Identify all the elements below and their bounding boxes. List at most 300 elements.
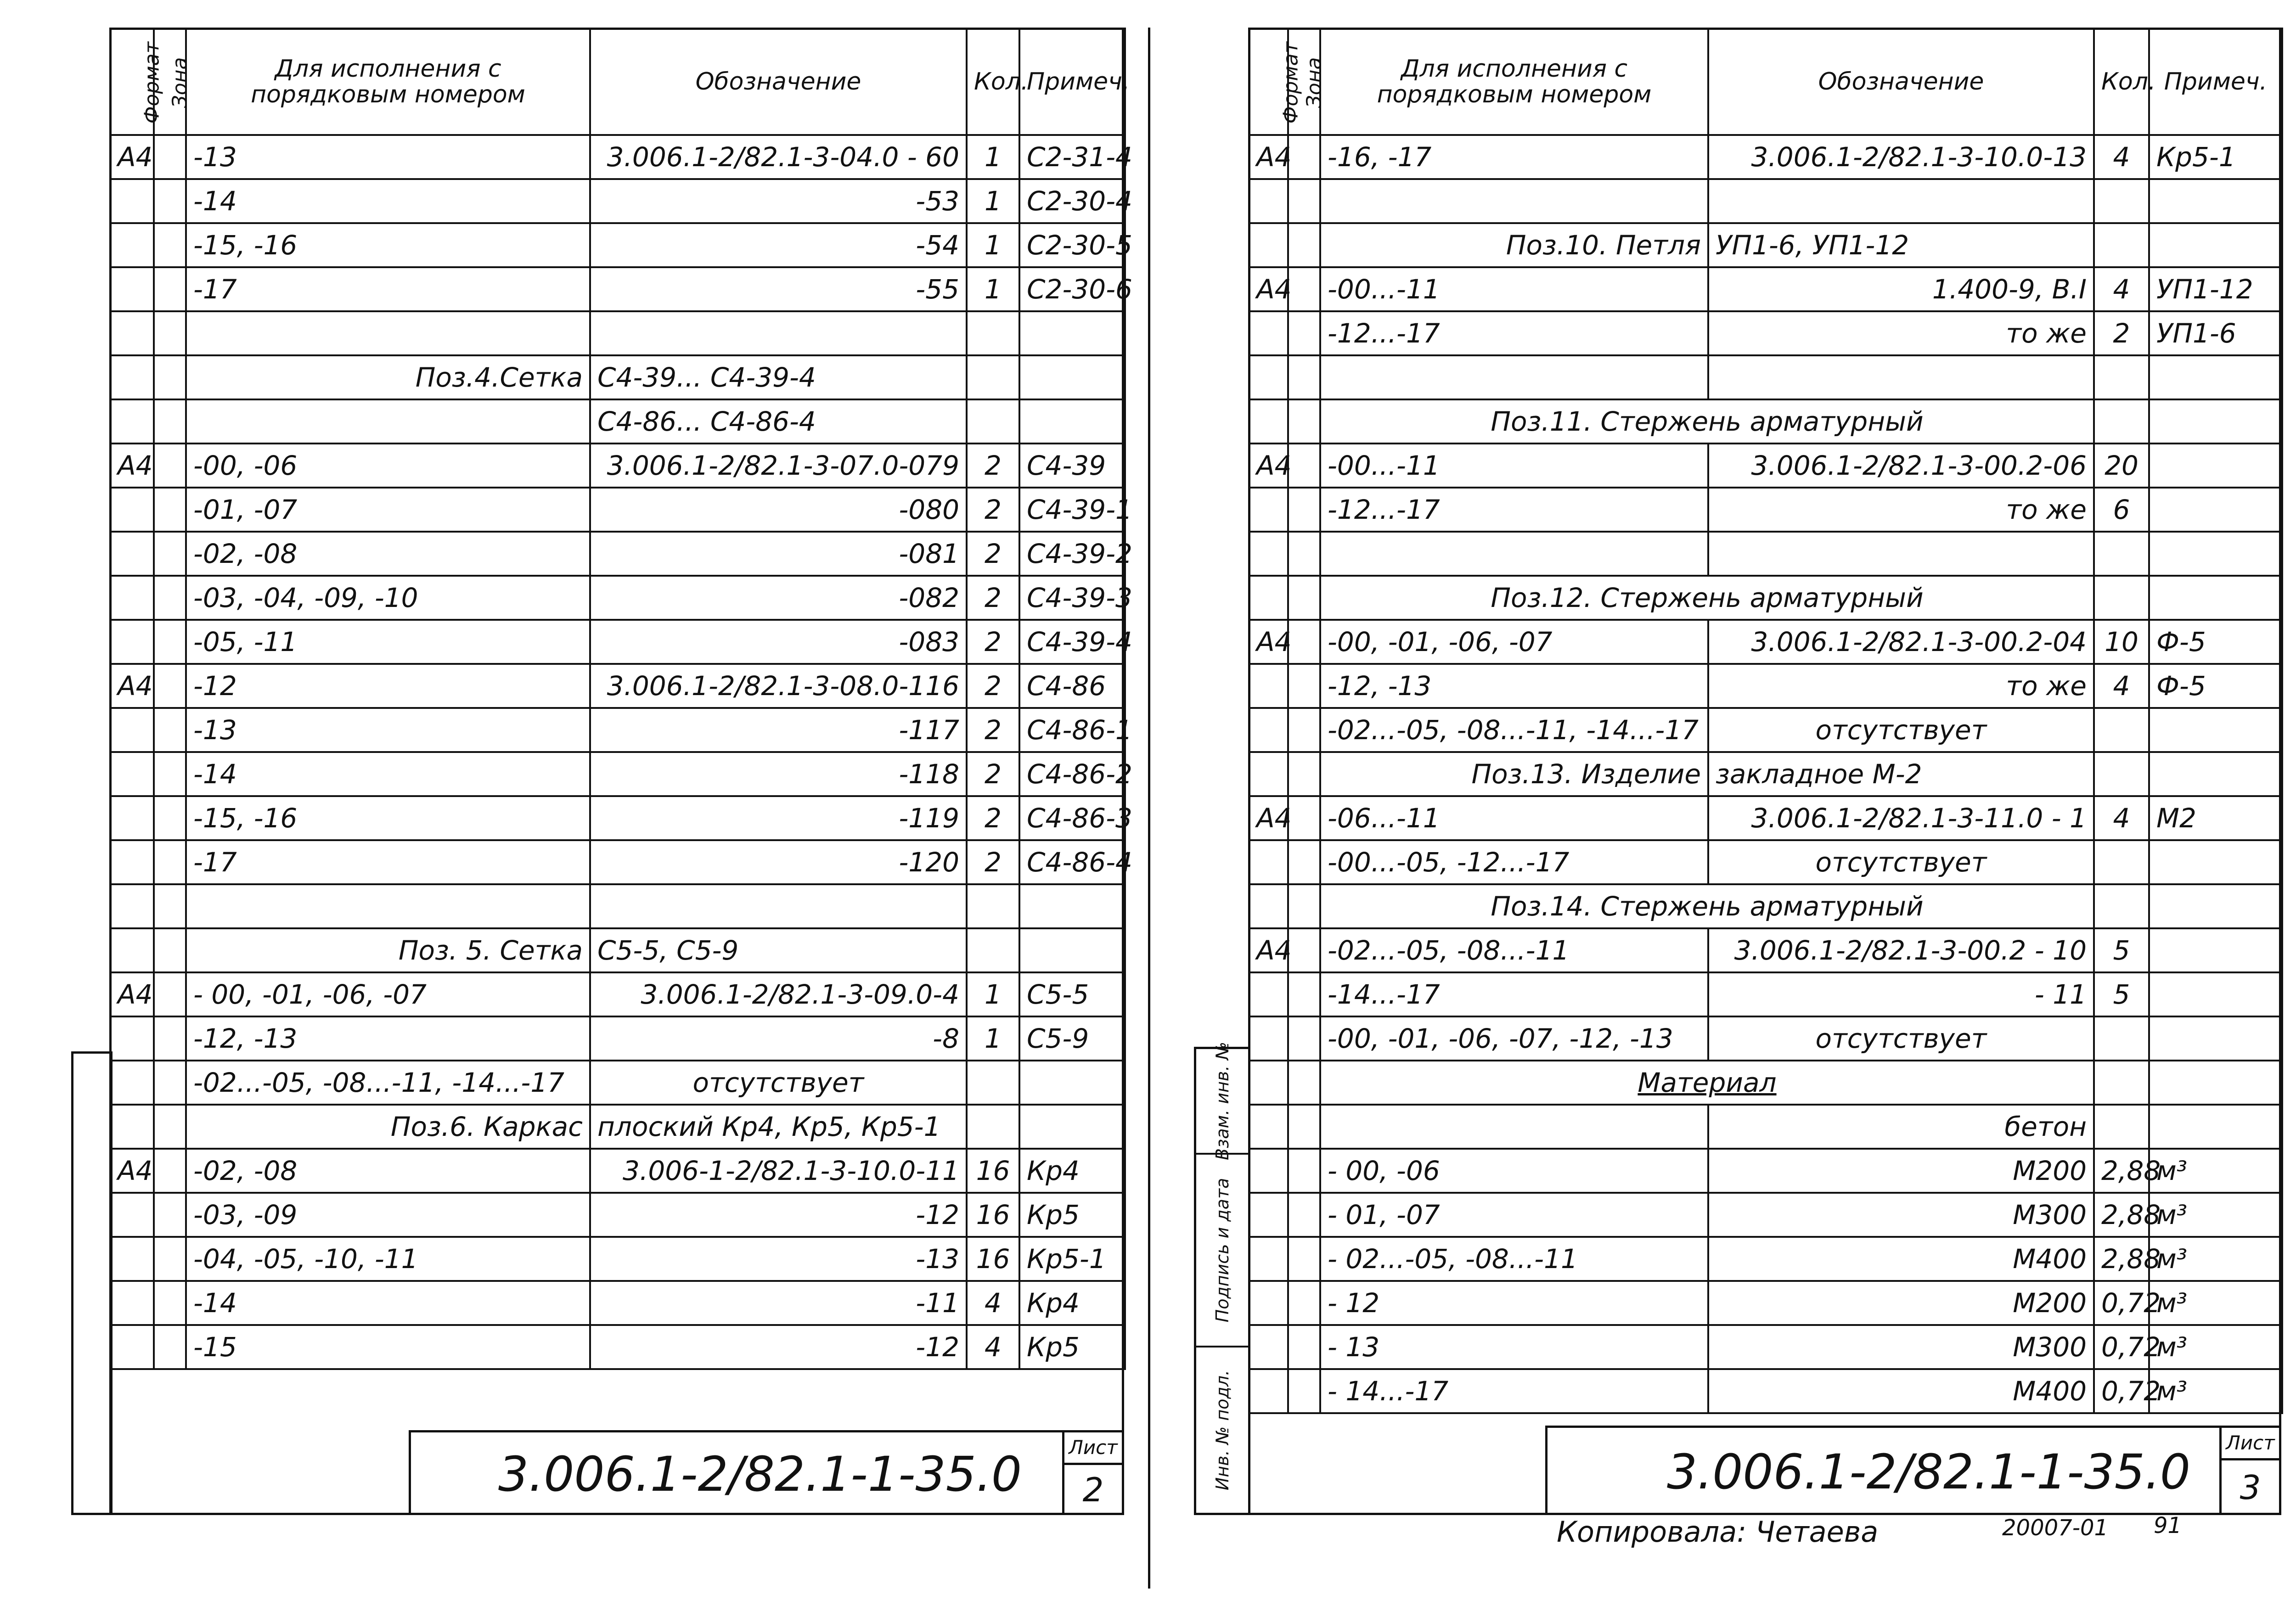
execution-cell: -00...-05, -12...-17: [1320, 840, 1708, 884]
execution-cell: -12, -13: [186, 1016, 590, 1061]
side-cell-replacement: Взам. инв. №: [1196, 1049, 1248, 1155]
execution-cell: -00, -01, -06, -07, -12, -13: [1320, 1016, 1708, 1061]
format-cell: [1249, 399, 1288, 444]
note-cell: [2149, 1105, 2282, 1149]
section-title: Поз.4.Сетка: [186, 355, 590, 399]
designation-cell: -11: [590, 1281, 967, 1325]
note-cell: С5-9: [1019, 1016, 1125, 1061]
note-cell: Ф-5: [2149, 620, 2282, 664]
left-sheet-number: 2: [1062, 1463, 1122, 1515]
note-cell: С4-86: [1019, 664, 1125, 708]
execution-header: Для исполнения с порядковым номером: [186, 28, 590, 135]
execution-cell: - 12: [1320, 1281, 1708, 1325]
left-title-block: [409, 1430, 1124, 1515]
right-side-strip: [1194, 1041, 1250, 1515]
spec-row: [110, 972, 1125, 1016]
format-cell: А4: [1249, 267, 1288, 311]
zone-header: Зона: [154, 28, 186, 135]
zone-cell: [154, 1193, 186, 1237]
blank-cell: [1249, 179, 1288, 223]
format-cell: [110, 1237, 154, 1281]
designation-cell: -083: [590, 620, 967, 664]
qty-cell: 2: [967, 576, 1019, 620]
spec-row: [1249, 355, 2282, 399]
spec-row: [110, 708, 1125, 752]
format-cell: А4: [1249, 620, 1288, 664]
zone-cell: [1288, 311, 1320, 355]
section-designation: С4-86... С4-86-4: [590, 399, 967, 444]
zone-cell: [154, 796, 186, 840]
execution-cell: -14: [186, 179, 590, 223]
format-cell: А4: [110, 972, 154, 1016]
spec-row: [1249, 576, 2282, 620]
spec-row: [1249, 135, 2282, 179]
execution-cell: -13: [186, 135, 590, 179]
note-cell: С4-86-4: [1019, 840, 1125, 884]
format-cell: [110, 1281, 154, 1325]
designation-cell: -53: [590, 179, 967, 223]
blank-cell: [2094, 179, 2149, 223]
note-cell: [2149, 444, 2282, 488]
blank-cell: [186, 884, 590, 928]
note-cell: [1019, 1105, 1125, 1149]
qty-cell: 2,88: [2094, 1149, 2149, 1193]
spec-row: [110, 576, 1125, 620]
spec-row: [110, 223, 1125, 267]
blank-cell: [2149, 532, 2282, 576]
spec-row: [110, 444, 1125, 488]
spec-row: [110, 532, 1125, 576]
sheet-divider: [1148, 28, 1150, 1589]
note-cell: Кр5: [1019, 1193, 1125, 1237]
spec-row: [110, 488, 1125, 532]
note-cell: м³: [2149, 1325, 2282, 1369]
format-header: Формат: [110, 28, 154, 135]
zone-cell: [1288, 840, 1320, 884]
spec-row: [1249, 620, 2282, 664]
spec-row: [1249, 488, 2282, 532]
qty-cell: 1: [967, 223, 1019, 267]
format-cell: [110, 928, 154, 972]
section-title: Поз.6. Каркас: [186, 1105, 590, 1149]
zone-cell: [1288, 1369, 1320, 1413]
zone-cell: [154, 355, 186, 399]
qty-cell: 2: [967, 708, 1019, 752]
format-cell: [1249, 1193, 1288, 1237]
zone-cell: [154, 1149, 186, 1193]
note-cell: [2149, 884, 2282, 928]
format-cell: [1249, 1369, 1288, 1413]
qty-cell: 10: [2094, 620, 2149, 664]
format-cell: [110, 576, 154, 620]
note-cell: [1019, 399, 1125, 444]
note-cell: м³: [2149, 1237, 2282, 1281]
format-cell: [1249, 1016, 1288, 1061]
zone-cell: [1288, 223, 1320, 267]
section-designation: закладное М-2: [1708, 752, 2094, 796]
designation-cell: 1.400-9, В.I: [1708, 267, 2094, 311]
note-cell: С4-86-3: [1019, 796, 1125, 840]
execution-cell: -02...-05, -08...-11: [1320, 928, 1708, 972]
format-cell: [1249, 1325, 1288, 1369]
execution-cell: -06...-11: [1320, 796, 1708, 840]
zone-cell: [154, 840, 186, 884]
qty-cell: [2094, 840, 2149, 884]
format-cell: А4: [1249, 444, 1288, 488]
blank-cell: [2094, 355, 2149, 399]
qty-cell: 1: [967, 1016, 1019, 1061]
execution-cell: - 00, -01, -06, -07: [186, 972, 590, 1016]
zone-cell: [154, 1016, 186, 1061]
format-cell: [1249, 664, 1288, 708]
section-designation: С4-39... С4-39-4: [590, 355, 967, 399]
spec-row: [110, 884, 1125, 928]
note-cell: Кр5: [1019, 1325, 1125, 1369]
blank-cell: [1249, 355, 1288, 399]
format-cell: [110, 840, 154, 884]
note-cell: [2149, 752, 2282, 796]
spec-row: [110, 1325, 1125, 1369]
note-cell: [2149, 399, 2282, 444]
qty-cell: 5: [2094, 928, 2149, 972]
spec-row: [110, 840, 1125, 884]
qty-cell: [967, 1061, 1019, 1105]
blank-cell: [1288, 355, 1320, 399]
qty-cell: 6: [2094, 488, 2149, 532]
designation-cell: -118: [590, 752, 967, 796]
qty-cell: [2094, 752, 2149, 796]
note-cell: С4-39-3: [1019, 576, 1125, 620]
spec-row: [1249, 752, 2282, 796]
blank-cell: [110, 884, 154, 928]
qty-cell: [2094, 223, 2149, 267]
format-cell: [1249, 1281, 1288, 1325]
execution-cell: -02, -08: [186, 532, 590, 576]
blank-cell: [2094, 532, 2149, 576]
execution-cell: - 00, -06: [1320, 1149, 1708, 1193]
format-cell: [110, 223, 154, 267]
note-cell: [2149, 1016, 2282, 1061]
spec-row: [1249, 1281, 2282, 1325]
format-cell: [1249, 708, 1288, 752]
zone-cell: [154, 1061, 186, 1105]
format-cell: [1249, 972, 1288, 1016]
blank-cell: [1708, 355, 2094, 399]
designation-cell: то же: [1708, 664, 2094, 708]
execution-cell: -13: [186, 708, 590, 752]
execution-cell: -15, -16: [186, 796, 590, 840]
format-cell: [110, 267, 154, 311]
spec-row: [1249, 399, 2282, 444]
absent-label: отсутствует: [1708, 840, 2094, 884]
absent-label: отсутствует: [1708, 1016, 2094, 1061]
zone-cell: [1288, 135, 1320, 179]
spec-row: [1249, 1016, 2282, 1061]
execution-cell: - 01, -07: [1320, 1193, 1708, 1237]
designation-cell: -081: [590, 532, 967, 576]
note-cell: Кр5-1: [1019, 1237, 1125, 1281]
spec-row: [110, 311, 1125, 355]
qty-cell: 16: [967, 1237, 1019, 1281]
right-title-block: [1545, 1426, 2281, 1515]
note-cell: [1019, 1061, 1125, 1105]
right-sheet-label: Лист: [2219, 1428, 2279, 1460]
blank-cell: [154, 884, 186, 928]
blank-cell: [1288, 532, 1320, 576]
format-header: Формат: [1249, 28, 1288, 135]
spec-row: [1249, 532, 2282, 576]
note-cell: Ф-5: [2149, 664, 2282, 708]
blank-cell: [967, 884, 1019, 928]
execution-cell: -17: [186, 840, 590, 884]
format-cell: [110, 1016, 154, 1061]
zone-cell: [1288, 884, 1320, 928]
designation-cell: 3.006.1-2/82.1-3-00.2 - 10: [1708, 928, 2094, 972]
page-number: 91: [2154, 1513, 2182, 1538]
note-cell: [2149, 1061, 2282, 1105]
format-cell: А4: [110, 444, 154, 488]
qty-cell: 2: [967, 488, 1019, 532]
zone-cell: [1288, 444, 1320, 488]
designation-cell: -117: [590, 708, 967, 752]
zone-cell: [1288, 664, 1320, 708]
execution-cell: -12, -13: [1320, 664, 1708, 708]
spec-row: [1249, 223, 2282, 267]
note-cell: [2149, 708, 2282, 752]
blank-cell: [154, 311, 186, 355]
spec-row: [110, 135, 1125, 179]
format-cell: [110, 1193, 154, 1237]
spec-row: [110, 1237, 1125, 1281]
note-cell: С5-5: [1019, 972, 1125, 1016]
qty-cell: 2,88: [2094, 1193, 2149, 1237]
qty-cell: [967, 928, 1019, 972]
designation-cell: М300: [1708, 1193, 2094, 1237]
left-sheet-label: Лист: [1062, 1432, 1122, 1465]
note-cell: С2-30-5: [1019, 223, 1125, 267]
spec-row: [110, 1193, 1125, 1237]
spec-row: [110, 267, 1125, 311]
zone-cell: [154, 576, 186, 620]
execution-cell: -12...-17: [1320, 311, 1708, 355]
designation-cell: -13: [590, 1237, 967, 1281]
format-cell: [1249, 223, 1288, 267]
spec-row: [110, 399, 1125, 444]
designation-cell: 3.006.1-2/82.1-3-07.0-079: [590, 444, 967, 488]
execution-cell: -15, -16: [186, 223, 590, 267]
absent-label: отсутствует: [590, 1061, 967, 1105]
execution-cell: -14: [186, 752, 590, 796]
qty-cell: 1: [967, 972, 1019, 1016]
section-title: Поз. 5. Сетка: [186, 928, 590, 972]
note-cell: м³: [2149, 1149, 2282, 1193]
qty-cell: 2: [2094, 311, 2149, 355]
zone-cell: [154, 972, 186, 1016]
spec-row: [1249, 1149, 2282, 1193]
zone-cell: [1288, 1105, 1320, 1149]
right-doc-code: 3.006.1-2/82.1-1-35.0: [1667, 1444, 2191, 1500]
qty-cell: [967, 355, 1019, 399]
spec-row: [1249, 444, 2282, 488]
execution-cell: -04, -05, -10, -11: [186, 1237, 590, 1281]
section-title: Материал: [1320, 1061, 2094, 1105]
blank-cell: [1708, 532, 2094, 576]
designation-cell: -8: [590, 1016, 967, 1061]
format-cell: [110, 752, 154, 796]
format-cell: [1249, 752, 1288, 796]
execution-cell: -00...-11: [1320, 267, 1708, 311]
execution-cell: -02...-05, -08...-11, -14...-17: [186, 1061, 590, 1105]
designation-cell: -54: [590, 223, 967, 267]
qty-cell: 1: [967, 267, 1019, 311]
format-cell: А4: [110, 135, 154, 179]
designation-cell: 3.006.1-2/82.1-3-04.0 - 60: [590, 135, 967, 179]
spec-row: [110, 179, 1125, 223]
execution-cell: [1320, 1105, 1708, 1149]
execution-cell: - 13: [1320, 1325, 1708, 1369]
format-cell: [1249, 1149, 1288, 1193]
blank-cell: [1249, 532, 1288, 576]
blank-cell: [1019, 884, 1125, 928]
qty-cell: [2094, 884, 2149, 928]
spec-row: [110, 355, 1125, 399]
section-designation: С5-5, С5-9: [590, 928, 967, 972]
qty-cell: 4: [2094, 267, 2149, 311]
qty-cell: 16: [967, 1193, 1019, 1237]
note-cell: С4-86-2: [1019, 752, 1125, 796]
note-cell: УП1-6: [2149, 311, 2282, 355]
zone-header: Зона: [1288, 28, 1320, 135]
zone-cell: [1288, 928, 1320, 972]
qty-cell: 2: [967, 664, 1019, 708]
left-spec-table: [109, 28, 1132, 1370]
note-cell: [1019, 928, 1125, 972]
note-header: Примеч.: [2149, 28, 2282, 135]
spec-row: [110, 1149, 1125, 1193]
order-number: 20007-01: [2002, 1515, 2109, 1541]
blank-cell: [1320, 179, 1708, 223]
designation-cell: М300: [1708, 1325, 2094, 1369]
note-cell: УП1-12: [2149, 267, 2282, 311]
qty-cell: 2: [967, 532, 1019, 576]
format-cell: [110, 620, 154, 664]
spec-row: [110, 796, 1125, 840]
spec-row: [1249, 1325, 2282, 1369]
execution-cell: -16, -17: [1320, 135, 1708, 179]
qty-cell: [2094, 708, 2149, 752]
format-cell: А4: [1249, 928, 1288, 972]
zone-cell: [1288, 708, 1320, 752]
qty-cell: 0,72: [2094, 1369, 2149, 1413]
spec-row: [1249, 884, 2282, 928]
note-cell: [2149, 972, 2282, 1016]
qty-cell: 2: [967, 444, 1019, 488]
zone-cell: [1288, 796, 1320, 840]
blank-cell: [967, 311, 1019, 355]
designation-cell: -12: [590, 1193, 967, 1237]
note-cell: [2149, 488, 2282, 532]
execution-cell: -00...-11: [1320, 444, 1708, 488]
right-spec-table: [1248, 28, 2283, 1414]
section-title: [186, 399, 590, 444]
blank-cell: [590, 884, 967, 928]
zone-cell: [154, 444, 186, 488]
format-cell: А4: [1249, 135, 1288, 179]
section-designation: УП1-6, УП1-12: [1708, 223, 2094, 267]
spec-row: [110, 664, 1125, 708]
designation-cell: 3.006.1-2/82.1-3-00.2-06: [1708, 444, 2094, 488]
qty-cell: [2094, 576, 2149, 620]
format-cell: [1249, 884, 1288, 928]
qty-cell: 4: [2094, 135, 2149, 179]
designation-cell: 3.006-1-2/82.1-3-10.0-11: [590, 1149, 967, 1193]
qty-cell: 5: [2094, 972, 2149, 1016]
designation-cell: -55: [590, 267, 967, 311]
format-cell: [110, 708, 154, 752]
format-cell: [1249, 840, 1288, 884]
spec-row: [110, 752, 1125, 796]
zone-cell: [1288, 576, 1320, 620]
note-cell: С4-39-4: [1019, 620, 1125, 664]
right-rows: [1249, 135, 2282, 1413]
spec-row: [110, 1061, 1125, 1105]
execution-cell: -12: [186, 664, 590, 708]
zone-cell: [1288, 1193, 1320, 1237]
note-cell: м³: [2149, 1369, 2282, 1413]
format-cell: А4: [1249, 796, 1288, 840]
section-title: Поз.13. Изделие: [1320, 752, 1708, 796]
format-cell: [110, 796, 154, 840]
side-cell-signature: Подпись и дата: [1196, 1155, 1248, 1348]
spec-row: [110, 928, 1125, 972]
execution-cell: -01, -07: [186, 488, 590, 532]
qty-cell: 4: [2094, 664, 2149, 708]
execution-cell: -03, -04, -09, -10: [186, 576, 590, 620]
qty-cell: 4: [2094, 796, 2149, 840]
spec-row: [1249, 1061, 2282, 1105]
execution-cell: - 14...-17: [1320, 1369, 1708, 1413]
note-header: Примеч.: [1019, 28, 1125, 135]
spec-row: [1249, 311, 2282, 355]
format-cell: [110, 1325, 154, 1369]
zone-cell: [154, 1325, 186, 1369]
blank-cell: [186, 311, 590, 355]
zone-cell: [154, 664, 186, 708]
designation-header: Обозначение: [1708, 28, 2094, 135]
blank-cell: [1320, 532, 1708, 576]
execution-cell: -17: [186, 267, 590, 311]
execution-cell: -03, -09: [186, 1193, 590, 1237]
designation-cell: М200: [1708, 1149, 2094, 1193]
format-cell: А4: [110, 1149, 154, 1193]
spec-row: [110, 620, 1125, 664]
format-cell: [1249, 1237, 1288, 1281]
zone-cell: [154, 752, 186, 796]
zone-cell: [154, 1237, 186, 1281]
execution-cell: -00, -06: [186, 444, 590, 488]
qty-cell: [2094, 1105, 2149, 1149]
zone-cell: [1288, 1061, 1320, 1105]
spec-row: [1249, 664, 2282, 708]
execution-cell: -14: [186, 1281, 590, 1325]
format-cell: А4: [110, 664, 154, 708]
qty-cell: [2094, 1061, 2149, 1105]
execution-cell: -02...-05, -08...-11, -14...-17: [1320, 708, 1708, 752]
zone-cell: [1288, 972, 1320, 1016]
format-cell: [110, 399, 154, 444]
blank-cell: [110, 311, 154, 355]
qty-cell: 1: [967, 135, 1019, 179]
